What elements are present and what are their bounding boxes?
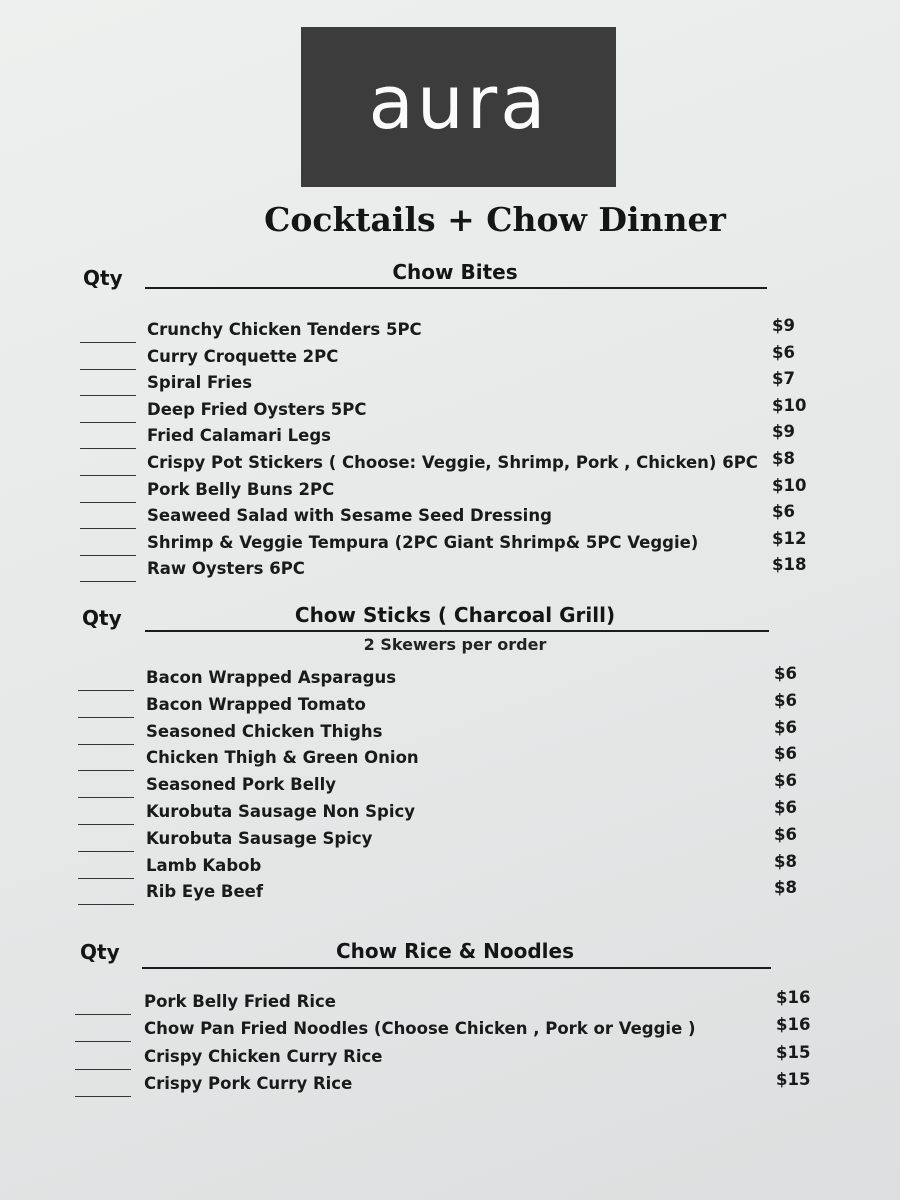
qty-blank xyxy=(80,502,136,503)
menu-title: Cocktails + Chow Dinner xyxy=(264,200,726,239)
qty-blank xyxy=(80,342,136,343)
menu-item-price: $15 xyxy=(776,1069,811,1089)
menu-item-price: $8 xyxy=(774,851,797,871)
qty-blank xyxy=(80,475,136,476)
qty-blank xyxy=(78,770,134,771)
menu-item-price: $6 xyxy=(774,824,797,844)
qty-blank xyxy=(78,878,134,879)
menu-item-price: $15 xyxy=(776,1042,811,1062)
qty-blank xyxy=(80,369,136,370)
menu-item-price: $6 xyxy=(772,342,795,362)
menu-item-name: Bacon Wrapped Asparagus xyxy=(146,668,397,687)
section-rule xyxy=(145,287,767,289)
qty-blank xyxy=(78,717,134,718)
menu-item-name: Crispy Pork Curry Rice xyxy=(144,1073,353,1093)
menu-item-name: Kurobuta Sausage Spicy xyxy=(146,828,373,848)
menu-item-price: $10 xyxy=(772,395,807,415)
menu-item-price: $16 xyxy=(776,1015,811,1035)
menu-item-price: $9 xyxy=(772,422,795,442)
menu-item-name: Crispy Chicken Curry Rice xyxy=(144,1046,383,1066)
qty-blank xyxy=(80,395,136,396)
menu-item-name: Chow Pan Fried Noodles (Choose Chicken , Pork or Veggie ) xyxy=(144,1019,696,1039)
menu-item-name: Fried Calamari Legs xyxy=(147,426,331,446)
qty-blank xyxy=(78,824,134,825)
qty-blank xyxy=(78,797,134,798)
menu-item-price: $16 xyxy=(776,988,811,1007)
menu-item-name: Pork Belly Buns 2PC xyxy=(147,479,335,499)
qty-blank xyxy=(78,744,134,745)
menu-item-price: $6 xyxy=(774,744,797,764)
menu-item-price: $6 xyxy=(774,771,797,791)
qty-blank xyxy=(75,1041,131,1042)
menu-item-price: $10 xyxy=(772,475,807,495)
menu-item-name: Seaweed Salad with Sesame Seed Dressing xyxy=(147,506,552,526)
menu-item-price: $6 xyxy=(772,502,795,522)
qty-blank xyxy=(75,1096,131,1097)
menu-item-price: $6 xyxy=(774,798,797,817)
menu-item-name: Seasoned Chicken Thighs xyxy=(146,721,383,741)
menu-item-name: Shrimp & Veggie Tempura (2PC Giant Shrimp& 5PC Veggie) xyxy=(147,532,699,552)
menu-item-price: $18 xyxy=(772,555,807,575)
section-title-chow-sticks: Chow Sticks ( Charcoal Grill) xyxy=(294,603,616,627)
qty-blank xyxy=(75,1069,131,1070)
menu-item-price: $9 xyxy=(772,316,795,335)
menu-item-price: $7 xyxy=(772,369,795,389)
menu-item-name: Crunchy Chicken Tenders 5PC xyxy=(147,320,422,339)
menu-item-price: $6 xyxy=(774,717,797,737)
qty-blank xyxy=(78,690,134,691)
qty-label: Qty xyxy=(83,266,123,290)
menu-item-name: Pork Belly Fried Rice xyxy=(144,992,336,1011)
qty-blank xyxy=(80,555,136,556)
qty-blank xyxy=(80,422,136,423)
qty-label: Qty xyxy=(80,940,120,964)
section-rule xyxy=(145,630,769,632)
qty-blank xyxy=(78,904,134,905)
qty-blank xyxy=(78,851,134,852)
menu-item-name: Spiral Fries xyxy=(147,373,253,393)
menu-item-name: Curry Croquette 2PC xyxy=(147,346,339,366)
qty-blank xyxy=(75,1014,131,1015)
section-note: 2 Skewers per order xyxy=(363,635,547,654)
menu-item-price: $6 xyxy=(774,690,797,710)
menu-item-price: $6 xyxy=(774,664,797,683)
qty-label: Qty xyxy=(82,606,122,630)
menu-item-name: Rib Eye Beef xyxy=(146,882,264,902)
section-title-chow-rice-noodles: Chow Rice & Noodles xyxy=(336,939,574,963)
menu-item-name: Seasoned Pork Belly xyxy=(146,775,336,795)
menu-item-name: Kurobuta Sausage Non Spicy xyxy=(146,802,416,821)
menu-item-name: Lamb Kabob xyxy=(146,855,262,875)
menu-item-price: $12 xyxy=(772,528,807,548)
qty-blank xyxy=(80,581,136,582)
aura-logo xyxy=(301,27,616,187)
menu-item-name: Crispy Pot Stickers ( Choose: Veggie, Shrimp, Pork , Chicken) 6PC xyxy=(147,453,758,472)
menu-item-price: $8 xyxy=(774,878,797,898)
menu-item-name: Chicken Thigh & Green Onion xyxy=(146,748,419,768)
menu-item-name: Deep Fried Oysters 5PC xyxy=(147,399,367,419)
section-title-chow-bites: Chow Bites xyxy=(392,260,518,284)
menu-item-name: Bacon Wrapped Tomato xyxy=(146,694,366,714)
menu-item-name: Raw Oysters 6PC xyxy=(147,559,305,579)
qty-blank xyxy=(80,528,136,529)
menu-item-price: $8 xyxy=(772,449,795,468)
section-rule xyxy=(142,967,771,969)
qty-blank xyxy=(80,448,136,449)
logo-text: aura xyxy=(368,60,549,146)
